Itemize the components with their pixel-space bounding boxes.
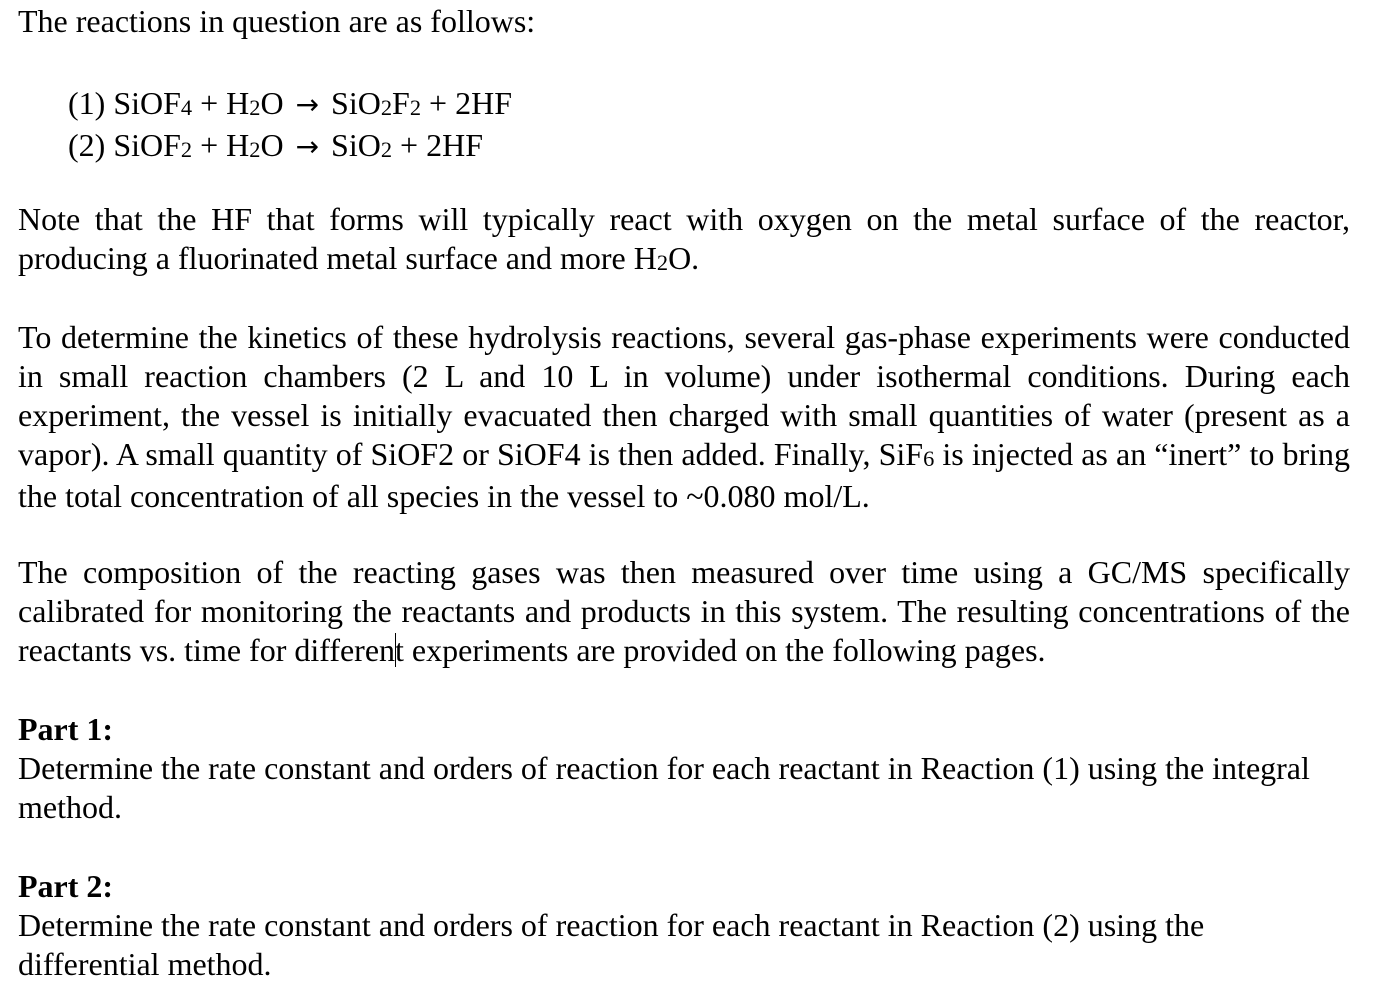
subscript: 2 (249, 137, 261, 163)
subscript: 6 (923, 446, 935, 472)
composition-paragraph (18, 553, 1350, 670)
reaction-list (68, 84, 968, 168)
kinetics-text-tail: is injected as an “inert” to bring the total concentration of all species in the vessel to ~0.080 mol/L. (18, 436, 1351, 514)
plus-sign: + (192, 127, 227, 163)
subscript: 4 (180, 95, 193, 121)
product-formula: + 2HF (421, 85, 512, 121)
reactant-formula-tail: O (260, 85, 292, 121)
product-formula: + 2HF (392, 127, 483, 163)
reaction-number: (2) (68, 127, 114, 163)
kinetics-text: To determine the kinetics of these hydrolysis reactions, several gas-phase experiments were conducted in small reaction chambers (2 L and 10 L in volume) under isothermal conditions. During each experiment, the vessel is initially evacuated then charged with small quantities of water (present as a vapor). A small quantity of SiOF2 or SiOF4 is then added. Finally, SiF (18, 319, 1350, 472)
note-text: Note that the HF that forms will typically react with oxygen on the metal surface of the reactor, producing a fluorinated metal surface and more H (18, 201, 1350, 276)
part-1-text: Determine the rate constant and orders of reaction for each reactant in Reaction (1) using the integral method. (18, 750, 1310, 825)
subscript: 2 (180, 137, 193, 163)
subscript: 2 (380, 137, 393, 163)
right-arrow-icon: → (295, 88, 320, 121)
part-2-section (18, 867, 1350, 984)
reaction-number: (1) (68, 85, 114, 121)
note-paragraph (18, 200, 1350, 281)
reaction-2 (68, 126, 968, 168)
subscript: 2 (409, 95, 422, 121)
subscript: 2 (380, 95, 393, 121)
part-1-section (18, 710, 1350, 827)
product-formula: SiO (323, 127, 381, 163)
part-2-text: Determine the rate constant and orders of reaction for each reactant in Reaction (2) using the differential method. (18, 907, 1205, 982)
intro-text: The reactions in question are as follows: (18, 3, 536, 39)
part-1-heading: Part 1: (18, 711, 114, 747)
subscript: 2 (656, 250, 669, 276)
reaction-1 (68, 84, 968, 126)
reactant-formula: SiOF (113, 127, 181, 163)
product-formula: F (392, 85, 410, 121)
composition-text: The composition of the reacting gases was then measured over time using a GC/MS specifically calibrated for monitoring the reactants and products in this system. The resulting concentrations of the reactants vs. time for differen (18, 554, 1350, 668)
plus-sign: + (192, 85, 227, 121)
reactant-formula: H (226, 85, 250, 121)
reactant-formula-tail: O (260, 127, 292, 163)
product-formula: SiO (323, 85, 381, 121)
kinetics-paragraph (18, 318, 1350, 516)
reactant-formula: H (226, 127, 250, 163)
subscript: 2 (249, 95, 261, 121)
reactant-formula: SiOF (113, 85, 181, 121)
part-2-heading: Part 2: (18, 868, 114, 904)
note-text-tail: O. (668, 240, 700, 276)
composition-text-tail: t experiments are provided on the following pages. (395, 632, 1046, 668)
right-arrow-icon: → (295, 130, 320, 163)
